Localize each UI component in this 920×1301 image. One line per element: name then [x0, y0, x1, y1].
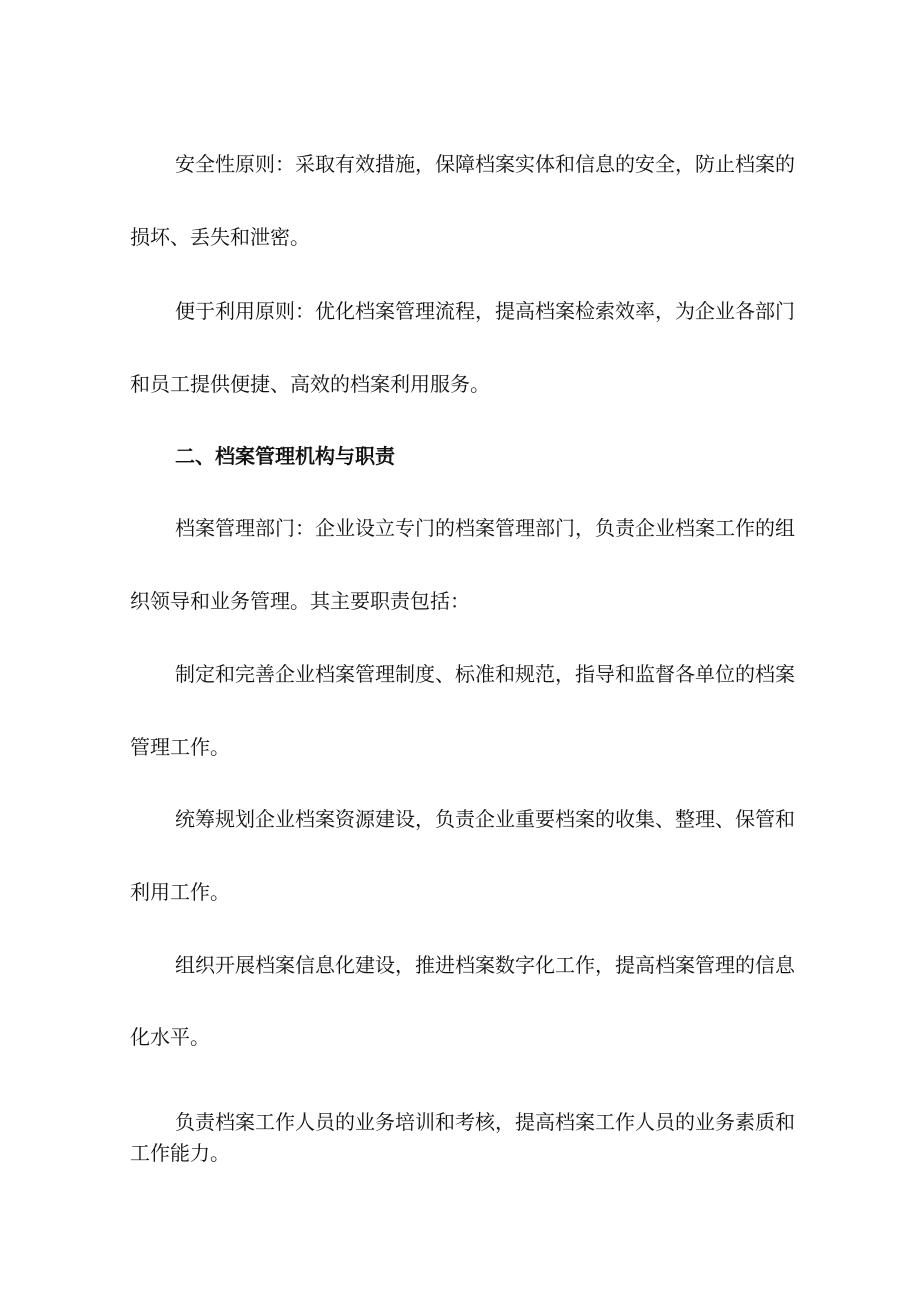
- paragraph-duty-4-line-2: 工作能力。: [130, 1141, 230, 1165]
- paragraph-department-line-1: 档案管理部门：企业设立专门的档案管理部门，负责企业档案工作的组: [175, 516, 795, 540]
- paragraph-security-principle-line-2: 损坏、丢失和泄密。: [130, 225, 310, 249]
- paragraph-duty-1-line-2: 管理工作。: [130, 735, 230, 759]
- paragraph-usability-principle-line-1: 便于利用原则：优化档案管理流程，提高档案检索效率，为企业各部门: [175, 299, 795, 323]
- paragraph-duty-1-line-1: 制定和完善企业档案管理制度、标准和规范，指导和监督各单位的档案: [175, 662, 795, 686]
- paragraph-usability-principle-line-2: 和员工提供便捷、高效的档案利用服务。: [130, 372, 490, 396]
- paragraph-department-line-2: 织领导和业务管理。其主要职责包括：: [130, 589, 470, 613]
- paragraph-duty-3-line-2: 化水平。: [130, 1025, 210, 1049]
- paragraph-duty-4-line-1: 负责档案工作人员的业务培训和考核，提高档案工作人员的业务素质和: [175, 1110, 795, 1134]
- paragraph-duty-2-line-1: 统筹规划企业档案资源建设，负责企业重要档案的收集、整理、保管和: [175, 807, 795, 831]
- paragraph-duty-2-line-2: 利用工作。: [130, 880, 230, 904]
- section-heading-archive-management: 二、档案管理机构与职责: [175, 444, 395, 468]
- paragraph-security-principle-line-1: 安全性原则：采取有效措施，保障档案实体和信息的安全，防止档案的: [175, 152, 795, 176]
- paragraph-duty-3-line-1: 组织开展档案信息化建设，推进档案数字化工作，提高档案管理的信息: [175, 953, 795, 977]
